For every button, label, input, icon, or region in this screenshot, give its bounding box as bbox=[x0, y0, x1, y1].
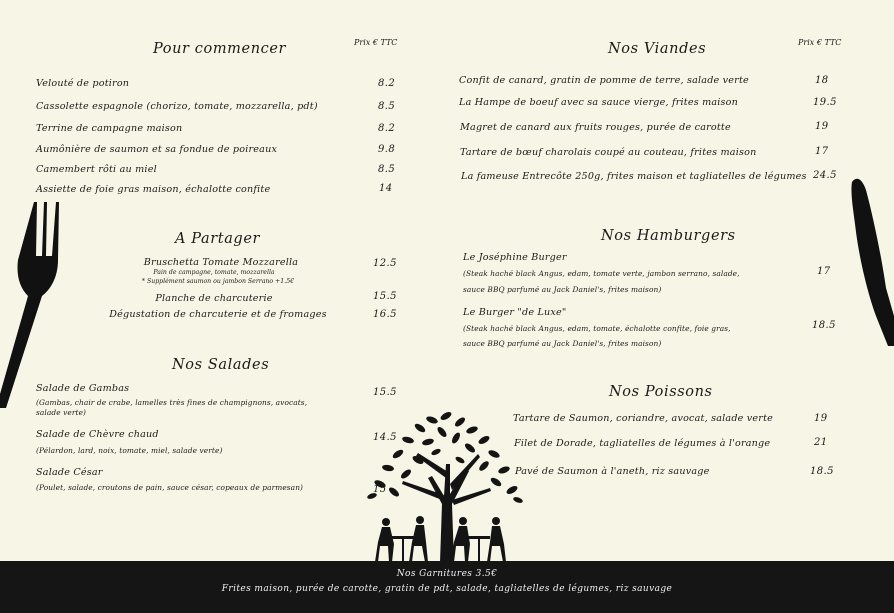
list-item: La Hampe de boeuf avec sa sauce vierge, frites maison bbox=[459, 97, 739, 108]
list-item: Salade de Chèvre chaud bbox=[36, 429, 159, 440]
item-price: 18 bbox=[815, 75, 829, 86]
item-price: 15.5 bbox=[373, 387, 397, 398]
list-item: Confit de canard, gratin de pomme de terre, salade verte bbox=[459, 75, 749, 86]
section-title-commencer: Pour commencer bbox=[153, 41, 287, 57]
list-item: Salade César bbox=[36, 467, 103, 478]
degustation-name: Dégustation de charcuterie et de fromages bbox=[109, 309, 327, 320]
item-price: 19.5 bbox=[813, 97, 837, 108]
item-price: 8.2 bbox=[378, 78, 396, 89]
item-desc: salade verte) bbox=[36, 408, 87, 417]
list-item: Camembert rôti au miel bbox=[36, 164, 157, 175]
section-title-poissons: Nos Poissons bbox=[609, 384, 713, 400]
footer-garnitures bbox=[0, 561, 894, 613]
item-price: 8.5 bbox=[378, 101, 396, 112]
list-item: Tartare de bœuf charolais coupé au couteau, frites maison bbox=[460, 147, 757, 158]
list-item: Filet de Dorade, tagliatelles de légumes à l'orange bbox=[514, 438, 771, 449]
item-price: 21 bbox=[814, 437, 828, 448]
item-price: 19 bbox=[815, 121, 829, 132]
list-item: Velouté de potiron bbox=[36, 78, 130, 89]
price-label-right: Prix € TTC bbox=[798, 38, 842, 47]
section-title-viandes: Nos Viandes bbox=[608, 41, 707, 57]
list-item: La fameuse Entrecôte 250g, frites maison et tagliatelles de légumes bbox=[461, 171, 807, 182]
item-price: 8.2 bbox=[378, 123, 396, 134]
section-title-salades: Nos Salades bbox=[172, 357, 270, 373]
list-item: Magret de canard aux fruits rouges, purée de carotte bbox=[460, 122, 731, 133]
list-item: Assiette de foie gras maison, échalotte confite bbox=[36, 184, 271, 195]
item-price: 18.5 bbox=[812, 320, 836, 331]
item-price: 24.5 bbox=[813, 170, 837, 181]
item-desc: (Pélardon, lard, noix, tomate, miel, salade verte) bbox=[36, 446, 223, 455]
item-desc: (Poulet, salade, croutons de pain, sauce césar, copeaux de parmesan) bbox=[36, 483, 304, 492]
item-price: 15.5 bbox=[373, 291, 397, 302]
item-price: 16.5 bbox=[373, 309, 397, 320]
knife-icon bbox=[846, 176, 894, 346]
list-item: Le Joséphine Burger bbox=[463, 252, 567, 263]
section-title-hamburgers: Nos Hamburgers bbox=[601, 228, 736, 244]
item-price: 14 bbox=[379, 183, 393, 194]
item-price: 17 bbox=[815, 146, 829, 157]
item-price: 8.5 bbox=[378, 164, 396, 175]
section-title-partager: A Partager bbox=[175, 231, 261, 247]
bruschetta-desc: Pain de campagne, tomate, mozzarella bbox=[153, 269, 275, 276]
item-desc: (Steak haché black Angus, edam, tomate, échalotte confite, foie gras, bbox=[463, 324, 731, 333]
item-desc: (Gambas, chair de crabe, lamelles très fines de champignons, avocats, bbox=[36, 398, 308, 407]
item-price: 17 bbox=[817, 266, 831, 277]
item-price: 15 bbox=[373, 484, 387, 495]
item-desc: (Steak haché black Angus, edam, tomate verte, jambon serrano, salade, bbox=[463, 269, 740, 278]
item-price: 18.5 bbox=[810, 466, 834, 477]
planche-name: Planche de charcuterie bbox=[155, 293, 273, 304]
fork-icon bbox=[0, 198, 80, 408]
item-price: 19 bbox=[814, 413, 828, 424]
item-price: 12.5 bbox=[373, 258, 397, 269]
list-item: Terrine de campagne maison bbox=[36, 123, 183, 134]
item-desc: sauce BBQ parfumé au Jack Daniel's, frites maison) bbox=[463, 339, 662, 348]
garnitures-title: Nos Garnitures 3.5€ bbox=[396, 569, 498, 579]
tree-cafe-illustration bbox=[362, 404, 528, 562]
item-price: 9.8 bbox=[378, 144, 396, 155]
bruschetta-supplement: * Supplément saumon ou jambon Serrano +1.5€ bbox=[141, 278, 295, 285]
item-price: 14.5 bbox=[373, 432, 397, 443]
item-desc: sauce BBQ parfumé au Jack Daniel's, frites maison) bbox=[463, 285, 662, 294]
list-item: Le Burger "de Luxe" bbox=[463, 307, 567, 318]
bruschetta-name: Bruschetta Tomate Mozzarella bbox=[143, 257, 299, 268]
list-item: Pavé de Saumon à l'aneth, riz sauvage bbox=[515, 466, 710, 477]
garnitures-list: Frites maison, purée de carotte, gratin de pdt, salade, tagliatelles de légumes, riz sauvage bbox=[221, 584, 673, 594]
price-label-left: Prix € TTC bbox=[354, 38, 398, 47]
list-item: Aumônière de saumon et sa fondue de poireaux bbox=[36, 144, 278, 155]
list-item: Salade de Gambas bbox=[36, 383, 130, 394]
list-item: Tartare de Saumon, coriandre, avocat, salade verte bbox=[513, 413, 774, 424]
list-item: Cassolette espagnole (chorizo, tomate, mozzarella, pdt) bbox=[36, 101, 318, 112]
